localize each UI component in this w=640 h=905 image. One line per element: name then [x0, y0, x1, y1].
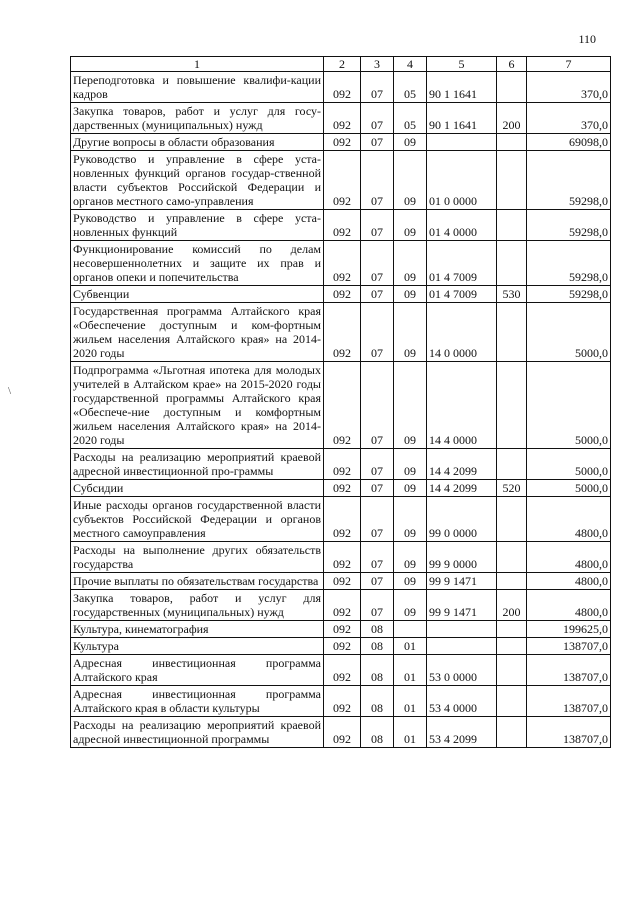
row-subsection-code: 09 — [394, 241, 427, 286]
row-amount: 59298,0 — [527, 241, 611, 286]
page-number: 110 — [578, 32, 596, 46]
row-expense-type — [497, 210, 527, 241]
row-expense-type — [497, 151, 527, 210]
row-section-code: 08 — [361, 717, 394, 748]
row-name: Переподготовка и повышение квалифи-кации кадров — [71, 72, 324, 103]
row-target-code: 99 9 1471 — [427, 573, 497, 590]
row-target-code — [427, 621, 497, 638]
table-row — [71, 717, 611, 748]
table-row — [71, 497, 611, 542]
budget-table — [70, 56, 611, 748]
row-amount: 138707,0 — [527, 717, 611, 748]
row-expense-type — [497, 362, 527, 449]
row-amount: 59298,0 — [527, 151, 611, 210]
row-expense-type — [497, 241, 527, 286]
column-header: 4 — [394, 57, 427, 72]
row-amount: 4800,0 — [527, 497, 611, 542]
row-expense-type — [497, 686, 527, 717]
row-expense-type — [497, 134, 527, 151]
row-section-code: 07 — [361, 134, 394, 151]
row-section-code: 08 — [361, 638, 394, 655]
column-header: 7 — [527, 57, 611, 72]
row-subsection-code: 05 — [394, 103, 427, 134]
row-section-code: 07 — [361, 480, 394, 497]
row-subsection-code — [394, 621, 427, 638]
row-admin-code: 092 — [324, 621, 361, 638]
row-expense-type — [497, 497, 527, 542]
row-target-code: 14 4 2099 — [427, 480, 497, 497]
row-subsection-code: 01 — [394, 686, 427, 717]
row-admin-code: 092 — [324, 134, 361, 151]
row-amount: 5000,0 — [527, 449, 611, 480]
row-amount: 199625,0 — [527, 621, 611, 638]
row-admin-code: 092 — [324, 573, 361, 590]
row-name: Адресная инвестиционная программа Алтайского края — [71, 655, 324, 686]
table-row — [71, 621, 611, 638]
row-name: Прочие выплаты по обязательствам государства — [71, 573, 324, 590]
row-expense-type — [497, 72, 527, 103]
row-amount: 138707,0 — [527, 655, 611, 686]
row-subsection-code: 09 — [394, 573, 427, 590]
row-amount: 138707,0 — [527, 638, 611, 655]
table-row — [71, 542, 611, 573]
row-subsection-code: 09 — [394, 210, 427, 241]
row-target-code: 99 0 0000 — [427, 497, 497, 542]
row-target-code: 90 1 1641 — [427, 72, 497, 103]
row-expense-type: 530 — [497, 286, 527, 303]
row-target-code: 01 4 7009 — [427, 241, 497, 286]
table-row — [71, 655, 611, 686]
row-name: Подпрограмма «Льготная ипотека для молодых учителей в Алтайском крае» на 2015-2020 годы государственной программы Алтайского края «Обеспече-ние доступным и комфортным жильем населения Алтайского края» на 2014-2020 годы — [71, 362, 324, 449]
row-target-code: 53 4 0000 — [427, 686, 497, 717]
row-subsection-code: 09 — [394, 590, 427, 621]
row-section-code: 07 — [361, 542, 394, 573]
row-admin-code: 092 — [324, 449, 361, 480]
row-admin-code: 092 — [324, 210, 361, 241]
column-header: 6 — [497, 57, 527, 72]
row-section-code: 07 — [361, 303, 394, 362]
row-subsection-code: 09 — [394, 134, 427, 151]
row-section-code: 07 — [361, 241, 394, 286]
row-admin-code: 092 — [324, 542, 361, 573]
row-expense-type: 200 — [497, 590, 527, 621]
row-section-code: 07 — [361, 573, 394, 590]
row-section-code: 07 — [361, 103, 394, 134]
row-name: Расходы на реализацию мероприятий краевой адресной инвестиционной программы — [71, 717, 324, 748]
row-expense-type — [497, 573, 527, 590]
table-row — [71, 103, 611, 134]
row-target-code — [427, 638, 497, 655]
table-row — [71, 480, 611, 497]
table-body — [71, 72, 611, 748]
row-target-code: 14 4 0000 — [427, 362, 497, 449]
table-row — [71, 210, 611, 241]
row-subsection-code: 01 — [394, 655, 427, 686]
column-header: 1 — [71, 57, 324, 72]
row-name: Адресная инвестиционная программа Алтайского края в области культуры — [71, 686, 324, 717]
row-subsection-code: 09 — [394, 542, 427, 573]
row-subsection-code: 01 — [394, 638, 427, 655]
row-name: Государственная программа Алтайского края «Обеспечение доступным и ком-фортным жильем населения Алтайского края» на 2014-2020 годы — [71, 303, 324, 362]
table-row — [71, 362, 611, 449]
row-target-code: 53 0 0000 — [427, 655, 497, 686]
row-target-code: 99 9 0000 — [427, 542, 497, 573]
row-section-code: 07 — [361, 286, 394, 303]
table-header-row — [71, 57, 611, 72]
row-name: Закупка товаров, работ и услуг для госу-дарственных (муниципальных) нужд — [71, 103, 324, 134]
row-amount: 5000,0 — [527, 480, 611, 497]
row-subsection-code: 09 — [394, 362, 427, 449]
row-subsection-code: 09 — [394, 151, 427, 210]
table-row — [71, 241, 611, 286]
row-target-code: 99 9 1471 — [427, 590, 497, 621]
row-amount: 4800,0 — [527, 590, 611, 621]
table-row — [71, 286, 611, 303]
row-target-code: 14 0 0000 — [427, 303, 497, 362]
row-subsection-code: 09 — [394, 286, 427, 303]
row-target-code: 01 4 0000 — [427, 210, 497, 241]
row-subsection-code: 01 — [394, 717, 427, 748]
row-admin-code: 092 — [324, 590, 361, 621]
row-target-code: 14 4 2099 — [427, 449, 497, 480]
row-expense-type — [497, 542, 527, 573]
row-section-code: 08 — [361, 621, 394, 638]
row-name: Руководство и управление в сфере уста-новленных функций — [71, 210, 324, 241]
row-section-code: 07 — [361, 210, 394, 241]
table-row — [71, 134, 611, 151]
row-section-code: 07 — [361, 449, 394, 480]
row-expense-type: 200 — [497, 103, 527, 134]
table-row — [71, 303, 611, 362]
row-section-code: 07 — [361, 497, 394, 542]
row-expense-type — [497, 655, 527, 686]
row-amount: 4800,0 — [527, 573, 611, 590]
row-amount: 370,0 — [527, 72, 611, 103]
row-name: Культура, кинематография — [71, 621, 324, 638]
row-subsection-code: 09 — [394, 497, 427, 542]
row-amount: 59298,0 — [527, 286, 611, 303]
row-amount: 5000,0 — [527, 303, 611, 362]
row-name: Другие вопросы в области образования — [71, 134, 324, 151]
row-admin-code: 092 — [324, 241, 361, 286]
table-row — [71, 573, 611, 590]
row-section-code: 07 — [361, 72, 394, 103]
row-target-code — [427, 134, 497, 151]
row-name: Закупка товаров, работ и услуг для государственных (муниципальных) нужд — [71, 590, 324, 621]
row-admin-code: 092 — [324, 151, 361, 210]
row-admin-code: 092 — [324, 72, 361, 103]
row-target-code: 01 0 0000 — [427, 151, 497, 210]
row-amount: 69098,0 — [527, 134, 611, 151]
row-admin-code: 092 — [324, 480, 361, 497]
row-expense-type — [497, 717, 527, 748]
row-target-code: 53 4 2099 — [427, 717, 497, 748]
table-row — [71, 72, 611, 103]
row-admin-code: 092 — [324, 717, 361, 748]
row-expense-type — [497, 303, 527, 362]
row-target-code: 01 4 7009 — [427, 286, 497, 303]
row-name: Функционирование комиссий по делам несовершеннолетних и защите их прав и органов опеки и попечительства — [71, 241, 324, 286]
row-expense-type — [497, 621, 527, 638]
table-row — [71, 590, 611, 621]
row-subsection-code: 09 — [394, 303, 427, 362]
row-admin-code: 092 — [324, 655, 361, 686]
row-expense-type — [497, 638, 527, 655]
row-amount: 370,0 — [527, 103, 611, 134]
row-amount: 4800,0 — [527, 542, 611, 573]
table-row — [71, 449, 611, 480]
table-row — [71, 638, 611, 655]
row-expense-type: 520 — [497, 480, 527, 497]
row-name: Расходы на реализацию мероприятий краевой адресной инвестиционной про-граммы — [71, 449, 324, 480]
row-amount: 138707,0 — [527, 686, 611, 717]
row-admin-code: 092 — [324, 286, 361, 303]
row-subsection-code: 09 — [394, 480, 427, 497]
row-subsection-code: 09 — [394, 449, 427, 480]
column-header: 2 — [324, 57, 361, 72]
row-admin-code: 092 — [324, 103, 361, 134]
row-name: Субсидии — [71, 480, 324, 497]
column-header: 3 — [361, 57, 394, 72]
row-name: Культура — [71, 638, 324, 655]
row-admin-code: 092 — [324, 497, 361, 542]
row-section-code: 07 — [361, 362, 394, 449]
row-admin-code: 092 — [324, 686, 361, 717]
row-admin-code: 092 — [324, 303, 361, 362]
row-section-code: 07 — [361, 590, 394, 621]
table-row — [71, 686, 611, 717]
row-name: Субвенции — [71, 286, 324, 303]
row-section-code: 08 — [361, 686, 394, 717]
row-name: Иные расходы органов государственной власти субъектов Российской Федерации и органов местного самоуправления — [71, 497, 324, 542]
row-subsection-code: 05 — [394, 72, 427, 103]
row-amount: 59298,0 — [527, 210, 611, 241]
margin-mark: \ — [8, 385, 12, 397]
column-header: 5 — [427, 57, 497, 72]
row-section-code: 07 — [361, 151, 394, 210]
row-section-code: 08 — [361, 655, 394, 686]
row-admin-code: 092 — [324, 638, 361, 655]
row-admin-code: 092 — [324, 362, 361, 449]
table-row — [71, 151, 611, 210]
row-amount: 5000,0 — [527, 362, 611, 449]
row-name: Расходы на выполнение других обязательств государства — [71, 542, 324, 573]
row-name: Руководство и управление в сфере уста-новленных функций органов государ-ственной власти субъектов Российской Федерации и органов местного само-управления — [71, 151, 324, 210]
row-expense-type — [497, 449, 527, 480]
row-target-code: 90 1 1641 — [427, 103, 497, 134]
